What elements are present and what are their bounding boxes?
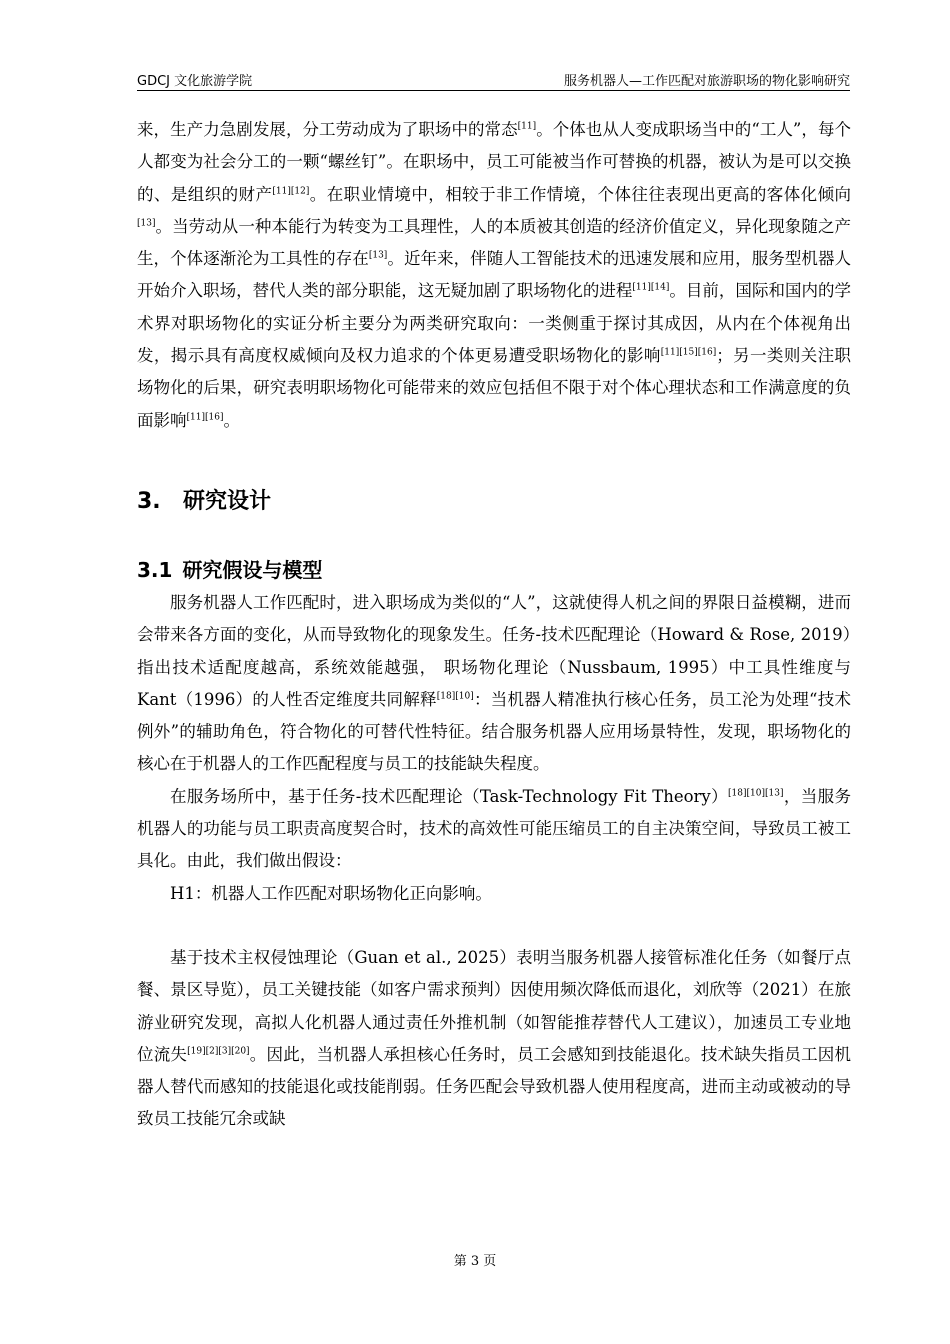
section-heading-research-design — [137, 485, 851, 519]
page-number: 第 3 页 — [453, 1254, 497, 1269]
citation[interactable]: [11][15][16] — [660, 347, 717, 358]
citation[interactable]: [11][14] — [632, 282, 670, 293]
paragraph-workplace-objectification: 来，生产力急剧发展，分工劳动成为了职场中的常态[11]。个体也从人变成职场当中的“工人”，每个人都变为社会分工的一颗“螺丝钉”。在职场中，员工可能被当作可替换的机器，被认为是可以交换的、是组织的财产[11][12]。在职业情境中，相较于非工作情境，个体往往表现出更高的客体化倾向[13]。当劳动从一种本能行为转变为工具理性，人的本质被其创造的经济价值定义，异化现象随之产生，个体逐渐沦为工具性的存在[13]。近年来，伴随人工智能技术的迅速发展和应用，服务型机器人开始介入职场，替代人类的部分职能，这无疑加剧了职场物化的进程[11][14]。目前，国际和国内的学术界对职场物化的实证分析主要分为两类研究取向：一类侧重于探讨其成因，从内在个体视角出发，揭示具有高度权威倾向及权力追求的个体更易遭受职场物化的影响[11][15][16]；另一类则关注职场物化的后果，研究表明职场物化可能带来的效应包括但不限于对个体心理状态和工作满意度的负面影响[11][16]。 — [137, 120, 852, 430]
blank-line — [137, 910, 851, 942]
subsection-heading-hypotheses — [137, 553, 851, 587]
subsection-number: 3.1 — [137, 557, 173, 582]
citation[interactable]: [13] — [137, 218, 156, 229]
section-title: 研究设计 — [183, 488, 272, 514]
paragraph-robot-job-match: 服务机器人工作匹配时，进入职场成为类似的“人”，这就使得人机之间的界限日益模糊，进而会带来各方面的变化，从而导致物化的现象发生。任务-技术匹配理论（Howard & Rose, 2019）指出技术适配度越高，系统效能越强， 职场物化理论（Nussbaum, 1995）中工具性维度与 Kant（1996）的人性否定维度共同解释[18][10]：当机器人精准执行核心任务，员工沦为处理“技术例外”的辅助角色，符合物化的可替代性特征。结合服务机器人应用场景特性，发现，职场物化的核心在于机器人的工作匹配程度与员工的技能缺失程度。 — [137, 592, 852, 774]
page-header — [137, 68, 850, 91]
citation[interactable]: [11][12] — [272, 186, 310, 197]
page-body — [137, 114, 851, 1136]
subsection-title: 研究假设与模型 — [182, 557, 323, 582]
header-institution: GDCJ 文化旅游学院 — [137, 74, 253, 89]
citation[interactable]: [11][16] — [186, 412, 224, 423]
citation[interactable]: [18][10] — [436, 691, 474, 702]
citation[interactable]: [18][10][13] — [728, 788, 784, 799]
paragraph-task-technology-fit: 在服务场所中，基于任务-技术匹配理论（Task-Technology Fit Theory）[18][10][13]，当服务机器人的功能与员工职责高度契合时，技术的高效性可能压缩员工的自主决策空间，导致员工被工具化。由此，我们做出假设： — [137, 786, 852, 871]
citation[interactable]: [19][2][3][20] — [187, 1046, 250, 1057]
hypothesis-h1: H1：机器人工作匹配对职场物化正向影响。 — [170, 883, 492, 903]
citation[interactable]: [13] — [368, 250, 388, 261]
citation[interactable]: [11] — [517, 121, 537, 132]
paragraph-skill-loss: 基于技术主权侵蚀理论（Guan et al., 2025）表明当服务机器人接管标准化任务（如餐厅点餐、景区导览），员工关键技能（如客户需求预判）因使用频次降低而退化，刘欣等（2021）在旅游业研究发现，高拟人化机器人通过责任外推机制（如智能推荐替代人工建议），加速员工专业地位流失[19][2][3][20]。因此，当机器人承担核心任务时，员工会感知到技能退化。技术缺失指员工因机器人替代而感知的技能退化或技能削弱。任务匹配会导致机器人使用程度高，进而主动或被动的导致员工技能冗余或缺 — [137, 947, 852, 1129]
header-paper-title: 服务机器人—工作匹配对旅游职场的物化影响研究 — [563, 74, 850, 89]
section-number: 3. — [137, 488, 161, 514]
